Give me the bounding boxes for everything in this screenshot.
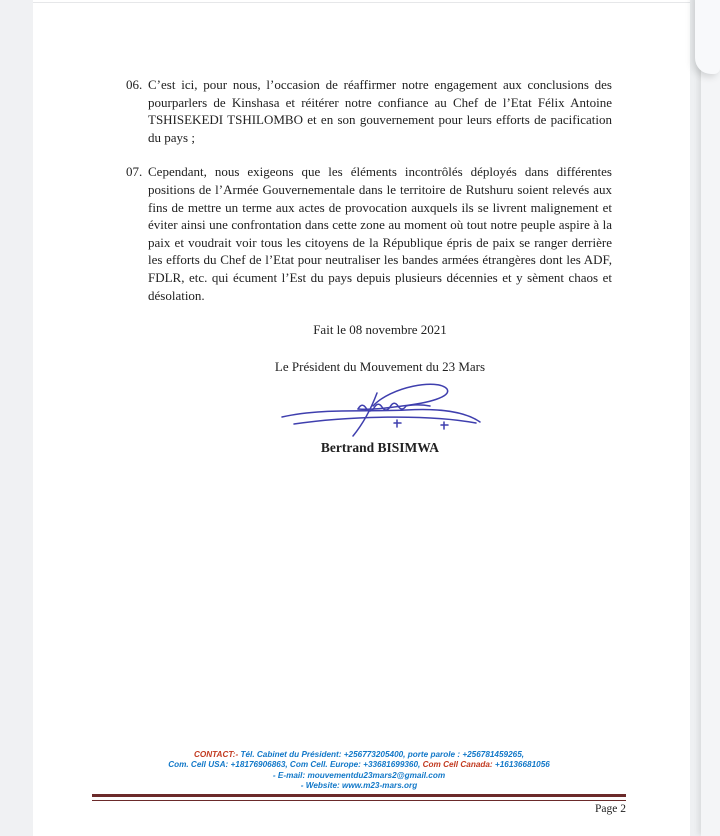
canada-label: Com Cell Canada: [422, 760, 493, 770]
signatory-title: Le Président du Mouvement du 23 Mars [274, 358, 486, 374]
page-number: Page 2 [595, 803, 626, 816]
paragraph-text: C’est ici, pour nous, l’occasion de réaffirmer notre engagement aux conclusions des pourparlers de Kinshasa et réitérer notre confiance au Chef de l’Etat Félix Antoine TSHISEKEDI TSHILOMBO et en son gouvernement pour leurs efforts de pacification du pays ; [148, 77, 612, 145]
document-page [33, 0, 690, 836]
footer-line-1: CONTACT:- Tél. Cabinet du Président: +256773205400, porte parole : +256781459265, [193, 750, 525, 759]
footer-line-2: Com. Cell USA: +18176906863, Com Cell. Europe: +33681699360, Com Cell Canada: +16136681056 [168, 760, 550, 770]
document-body [126, 76, 612, 457]
footer-rule [92, 794, 626, 801]
footer-line-email: - E-mail: mouvementdu23mars2@gmail.com [272, 770, 446, 780]
paragraph-text: Cependant, nous exigeons que les éléments incontrôlés déployés dans différentes positions de l’Armée Gouvernementale dans le territoire de Rutshuru soient relevés aux fins de mettre un terme aux actes de provocation auxquels ils se livrent malignement et éviter ainsi une confrontation dans cette zone au moment où tout notre peuple aspire à la paix et voudrait voir tous les citoyens de la République épris de paix se ranger derrière les efforts du Chef de l’Etat pour neutraliser les bandes armées étrangères dont les ADF, FDLR, etc. qui écument l’Est du pays depuis plusieurs décennies et y sèment chaos et désolation. [148, 164, 612, 303]
date-line: Fait le 08 novembre 2021 [313, 322, 447, 338]
signature-image [278, 377, 483, 437]
footer-contact [92, 750, 626, 814]
scrollbar-track[interactable] [701, 0, 720, 836]
signatory-name: Bertrand BISIMWA [320, 440, 440, 456]
paragraph-07 [126, 163, 612, 304]
footer-line-website: - Website: www.m23-mars.org [300, 780, 418, 790]
paragraph-number: 06. [126, 77, 143, 92]
signature [148, 377, 612, 437]
contact-label: CONTACT:- [193, 750, 239, 759]
paragraph-number: 07. [126, 164, 143, 180]
viewer-gutter-right [690, 0, 720, 836]
paragraph-06 [126, 76, 612, 146]
scrollbar-thumb[interactable] [695, 0, 720, 74]
